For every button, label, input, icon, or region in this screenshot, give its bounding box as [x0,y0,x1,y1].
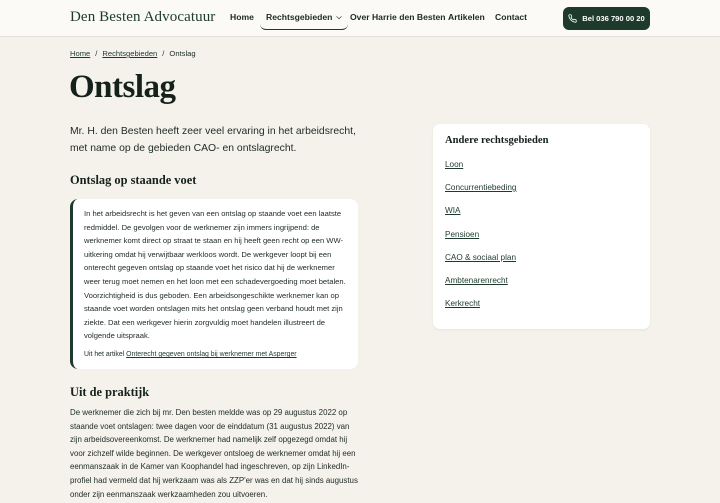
call-button[interactable] [563,7,650,30]
nav-contact[interactable]: Contact [495,12,527,22]
sidebar-link-concurrentiebeding[interactable]: Concurrentiebeding [445,183,517,192]
sidebar-link-wia[interactable]: WIA [445,206,461,215]
quote-source-prefix: Uit het artikel [84,350,125,358]
breadcrumb-current: Ontslag [169,49,196,58]
praktijk-text: De werknemer die zich bij mr. Den besten meldde was op 29 augustus 2022 op staande voet ontslagen: twee dagen voor de einddatum (31 augustus 2022) van zijn arbeidsovereenkomst. De werknemer had namelijk zelf opgezegd omdat hij voor zichzelf wilde beginnen. De werkgever ontsloeg de werknemer omdat hij een eenmanszaak in de Kamer van Koophandel had ingeschreven, op zijn LinkedIn-profiel had vermeld dat hij werkzaam was als ZZP'er was en dat hij sinds augustus onder zijn eenmanszaak werkzaamheden zou uitvoeren. [70,408,358,499]
breadcrumb-separator: / [95,49,98,58]
sidebar-link-cao-sociaal-plan[interactable]: CAO & sociaal plan [445,253,516,262]
nav-home[interactable]: Home [230,12,254,22]
quote-source [84,351,348,358]
nav-artikelen[interactable]: Artikelen [448,12,485,22]
quote-text: In het arbeidsrecht is het geven van een ontslag op staande voet een laatste redmiddel. De gevolgen voor de werknemer zijn immers ingrijpend: de werknemer komt direct op straat te staan en hij heeft geen recht op een WW-uitkering omdat hij verwijtbaar werkloos wordt. De werkgever loopt bij een onterecht gegeven ontslag op staande voet het risico dat hij de werknemer weer terug moet nemen en het loon met een schadevergoeding moet betalen. Voorzichtigheid is dus geboden. Een arbeidsongeschikte werknemer kan op staande voet worden ontslagen mits het ontslag geen verband houdt met zijn ziekte. Dat een werkgever hierin zorgvuldig moet handelen illustreert de volgende uitspraak. [84,209,346,341]
sidebar-link-pensioen[interactable]: Pensioen [445,230,480,239]
site-logo[interactable]: Den Besten Advocatuur [70,9,216,25]
nav-rechtsgebieden-label: Rechtsgebieden [266,12,333,22]
nav-rechtsgebieden[interactable] [260,7,348,30]
chevron-down-icon: ⌵ [336,14,342,21]
phone-icon [568,14,577,23]
sidebar-link-ambtenarenrecht[interactable]: Ambtenarenrecht [445,276,508,285]
call-button-label: Bel 036 790 00 20 [582,14,645,23]
section-heading-uit-de-praktijk: Uit de praktijk [70,385,150,399]
quote-card [70,199,358,369]
breadcrumb-separator: / [162,49,165,58]
breadcrumb [70,49,196,58]
sidebar-title: Andere rechtsgebieden [445,135,549,146]
breadcrumb-home[interactable]: Home [70,49,91,58]
sidebar-link-kerkrecht[interactable]: Kerkrecht [445,299,481,308]
quote-source-link[interactable]: Onterecht gegeven ontslag bij werknemer met Asperger [126,350,297,358]
intro-text: Mr. H. den Besten heeft zeer veel ervaring in het arbeidsrecht, met name op de gebieden CAO- en ontslagrecht. [70,126,356,154]
section-heading-ontslag-op-staande-voet: Ontslag op staande voet [70,173,197,187]
page-title: Ontslag [69,69,176,105]
breadcrumb-rechtsgebieden[interactable]: Rechtsgebieden [102,49,158,58]
site-header [0,0,720,37]
nav-over-harrie[interactable]: Over Harrie den Besten [350,12,446,22]
sidebar-link-loon[interactable]: Loon [445,160,464,169]
sidebar-other-areas [433,124,650,329]
